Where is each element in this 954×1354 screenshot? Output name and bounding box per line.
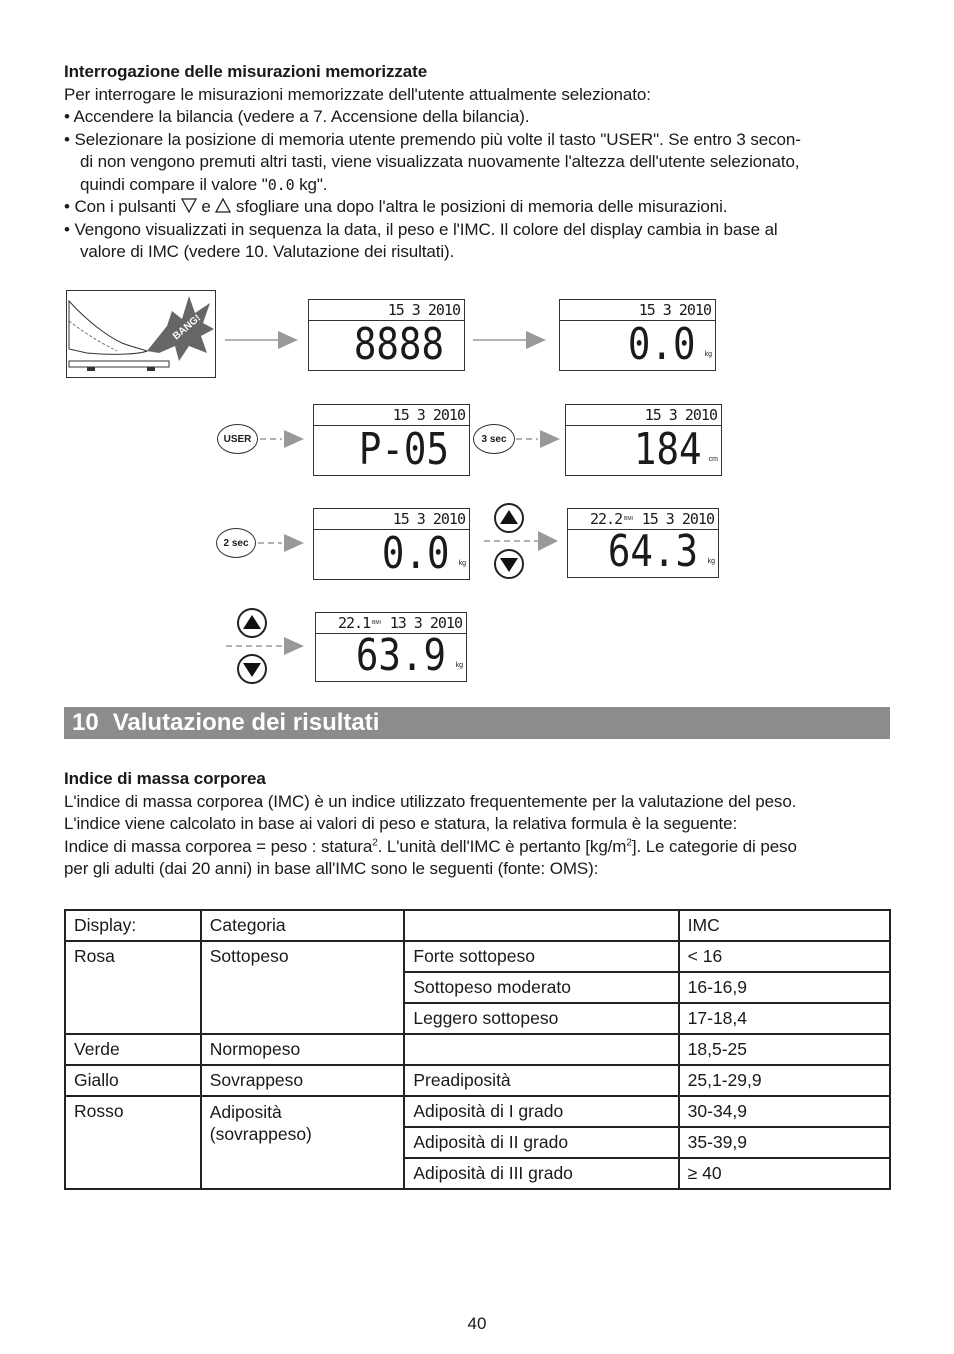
lcd-unit: kg [458, 560, 466, 567]
lcd-main-value: 0.0 [381, 528, 449, 579]
table-cell: < 16 [679, 941, 890, 972]
superscript: 2 [372, 836, 378, 848]
bullet-2-line-2: di non vengono premuti altri tasti, viene visualizzata nuovamente l'altezza dell'utente selezionato, [80, 152, 800, 171]
lcd-main-value: 64.3 [607, 526, 698, 577]
query-intro: Per interrogare le misurazioni memorizzate dell'utente attualmente selezionato: [64, 84, 651, 104]
table-cell: 30-34,9 [679, 1096, 890, 1127]
bullet-4-line-2: valore di IMC (vedere 10. Valutazione dei risultati). [80, 242, 455, 261]
bmi-line-3 [64, 836, 894, 859]
table-header-row [65, 910, 890, 941]
table-cell: 18,5-25 [679, 1034, 890, 1065]
table-cell: ≥ 40 [679, 1158, 890, 1189]
table-cell: Forte sottopeso [404, 941, 678, 972]
section-title: Valutazione dei risultati [112, 709, 380, 736]
lcd-date: 15 3 2010 [392, 510, 465, 528]
table-cell: Normopeso [201, 1034, 405, 1065]
lcd-date: 15 3 2010 [387, 301, 460, 319]
lcd-display-7 [315, 612, 467, 682]
table-cell: Leggero sottopeso [404, 1003, 678, 1034]
table-cell: 17-18,4 [679, 1003, 890, 1034]
bullet-3b: e [196, 197, 216, 216]
lcd-main-value: 0.0 [627, 319, 695, 370]
bmi-line-3a: Indice di massa corporea = peso : statura [64, 836, 373, 856]
bmi-heading: Indice di massa corporea [64, 769, 266, 788]
bullet-4-line-1: • Vengono visualizzati in sequenza la data, il peso e l'IMC. Il colore del display cambia in base al [64, 219, 778, 239]
lcd-display-2 [559, 299, 716, 371]
query-heading: Interrogazione delle misurazioni memorizzate [64, 62, 428, 81]
bullet-2-line-1: • Selezionare la posizione di memoria utente premendo più volte il tasto "USER". Se entro 3 secon- [64, 129, 801, 149]
bmi-line-4: per gli adulti (dai 20 anni) in base all'IMC sono le seguenti (fonte: OMS): [64, 859, 599, 878]
lcd-unit: kg [704, 351, 712, 358]
bullet-2-line-3b: kg". [294, 174, 328, 194]
up-button[interactable] [237, 608, 267, 638]
table-header-cell: IMC [679, 910, 890, 941]
bmi-section [64, 768, 894, 881]
lcd-main-value: P-05 [358, 424, 449, 475]
lcd-date: 15 3 2010 [638, 301, 711, 319]
lcd-unit: kg [707, 558, 715, 565]
lcd-display-3 [313, 404, 470, 476]
table-header-cell [404, 910, 678, 941]
table-cell: Rosso [65, 1096, 201, 1189]
table-row [65, 1096, 890, 1127]
table-cell: Giallo [65, 1065, 201, 1096]
lcd-unit: kg [455, 662, 463, 669]
user-button[interactable]: USER [217, 424, 258, 454]
lcd-display-1 [308, 299, 465, 371]
up-triangle-icon [496, 505, 522, 531]
lcd-main-value: 184 [633, 424, 701, 475]
lcd-display-4 [565, 404, 722, 476]
table-header-cell: Display: [65, 910, 201, 941]
table-cell: Rosa [65, 941, 201, 1034]
bullet-2-line-3a: quindi compare il valore " [80, 174, 268, 194]
lcd-date: 15 3 2010 [644, 406, 717, 424]
down-button[interactable] [494, 549, 524, 579]
lcd-bmi-label: BMI [624, 516, 633, 522]
table-cell: Sottopeso [201, 941, 405, 1034]
two-sec-indicator: 2 sec [216, 528, 256, 558]
table-cell: 35-39,9 [679, 1127, 890, 1158]
lcd-display-5 [313, 508, 470, 580]
table-row [65, 1065, 890, 1096]
lcd-bmi-label: BMI [372, 620, 381, 626]
lcd-date: 15 3 2010 [641, 510, 714, 528]
bullet-3a: • Con i pulsanti [64, 197, 181, 216]
section-number: 10 [72, 709, 99, 736]
bmi-line-3b: . L'unità dell'IMC è pertanto [kg/m [377, 836, 627, 856]
superscript: 2 [626, 836, 632, 848]
table-header-cell: Categoria [201, 910, 405, 941]
table-cell: Adiposità di II grado [404, 1127, 678, 1158]
lcd-bmi: 22.1 [338, 614, 371, 632]
down-button[interactable] [237, 654, 267, 684]
table-cell: Preadiposità [404, 1065, 678, 1096]
page-number: 40 [467, 1314, 487, 1333]
table-cell [404, 1034, 678, 1065]
bullet-3c: sfogliare una dopo l'altra le posizioni di memoria delle misurazioni. [231, 197, 728, 216]
table-row [65, 941, 890, 972]
up-triangle-icon [239, 610, 265, 636]
section-header [64, 707, 890, 739]
table-cell: Adiposità di I grado [404, 1096, 678, 1127]
table-cell: Sovrappeso [201, 1065, 405, 1096]
bmi-line-3c: ]. Le categorie di peso [631, 836, 797, 856]
bmi-line-1: L'indice di massa corporea (IMC) è un indice utilizzato frequentemente per la valutazione del peso. [64, 791, 797, 811]
down-triangle-icon [239, 656, 265, 682]
table-row [65, 1034, 890, 1065]
lcd-bmi: 22.2 [590, 510, 623, 528]
lcd-main-value: 8888 [353, 319, 444, 370]
lcd-main-value: 63.9 [355, 630, 446, 681]
lcd-display-6 [567, 508, 719, 578]
lcd-date: 15 3 2010 [392, 406, 465, 424]
table-cell: 16-16,9 [679, 972, 890, 1003]
lcd-value-inline: 0.0 [267, 175, 295, 194]
query-bullet-1: • Accendere la bilancia (vedere a 7. Accensione della bilancia). [64, 107, 530, 126]
three-sec-indicator: 3 sec [473, 424, 515, 454]
bmi-line-2: L'indice viene calcolato in base ai valori di peso e statura, la relativa formula è la seguente: [64, 814, 738, 833]
table-cell [201, 1096, 405, 1189]
up-button[interactable] [494, 503, 524, 533]
bang-label: BANG! [170, 312, 204, 343]
table-cell: Adiposità di III grado [404, 1158, 678, 1189]
cell-line: Adiposità [209, 1102, 282, 1122]
bmi-table [64, 909, 891, 1190]
table-cell: Verde [65, 1034, 201, 1065]
table-cell: 25,1-29,9 [679, 1065, 890, 1096]
cell-line: (sovrappeso) [209, 1124, 312, 1144]
lcd-unit: cm [708, 456, 718, 463]
lcd-date: 13 3 2010 [389, 614, 462, 632]
table-cell: Sottopeso moderato [404, 972, 678, 1003]
down-triangle-icon [496, 551, 522, 577]
